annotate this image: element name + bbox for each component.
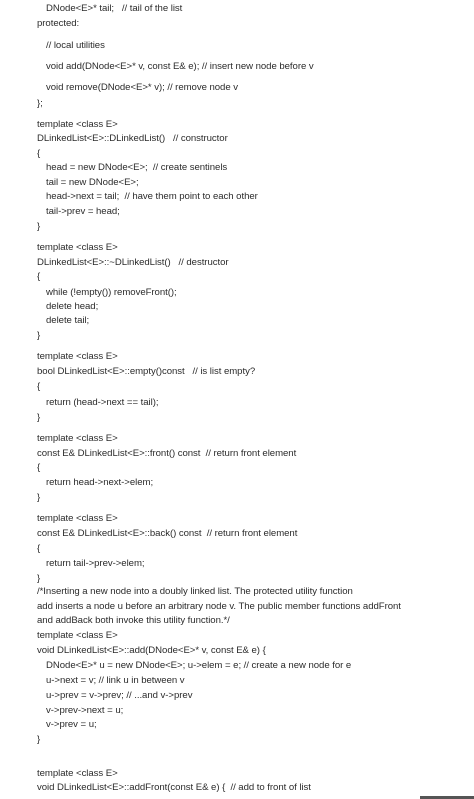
- code-line: bool DLinkedList<E>::empty()const // is list empty?: [37, 366, 256, 377]
- code-line: tail = new DNode<E>;: [46, 177, 139, 188]
- code-line: void add(DNode<E>* v, const E& e); // insert new node before v: [46, 61, 314, 72]
- code-line: v->prev = u;: [46, 719, 97, 730]
- code-line: DLinkedList<E>::DLinkedList() // constructor: [37, 133, 228, 144]
- code-line: {: [37, 381, 41, 392]
- code-line: }: [37, 221, 41, 232]
- code-line: {: [37, 148, 41, 159]
- code-line: return (head->next == tail);: [46, 397, 159, 408]
- code-line: and addBack both invoke this utility function.*/: [37, 615, 230, 626]
- code-line: }: [37, 734, 41, 745]
- code-line: u->next = v; // link u in between v: [46, 675, 185, 686]
- code-line: template <class E>: [37, 119, 118, 130]
- code-line: v->prev->next = u;: [46, 705, 124, 716]
- code-line: const E& DLinkedList<E>::front() const // return front element: [37, 448, 297, 459]
- code-line: add inserts a node u before an arbitrary node v. The public member functions addFront: [37, 601, 401, 612]
- code-line: u->prev = v->prev; // ...and v->prev: [46, 690, 193, 701]
- code-line: template <class E>: [37, 513, 118, 524]
- code-line: }: [37, 330, 41, 341]
- code-line: }: [37, 573, 41, 584]
- code-line: template <class E>: [37, 351, 118, 362]
- code-line: delete head;: [46, 301, 99, 312]
- code-line: head = new DNode<E>; // create sentinels: [46, 162, 228, 173]
- code-line: DNode<E>* tail; // tail of the list: [46, 3, 183, 14]
- code-line: DLinkedList<E>::~DLinkedList() // destructor: [37, 257, 229, 268]
- code-line: /*Inserting a new node into a doubly linked list. The protected utility function: [37, 586, 353, 597]
- code-line: void DLinkedList<E>::addFront(const E& e) { // add to front of list: [37, 782, 311, 793]
- code-line: template <class E>: [37, 768, 118, 779]
- code-line: void remove(DNode<E>* v); // remove node v: [46, 82, 238, 93]
- code-line: DNode<E>* u = new DNode<E>; u->elem = e; // create a new node for e: [46, 660, 352, 671]
- code-line: head->next = tail; // have them point to each other: [46, 191, 258, 202]
- code-line: template <class E>: [37, 242, 118, 253]
- code-line: // local utilities: [46, 40, 105, 51]
- code-line: }: [37, 412, 41, 423]
- code-line: };: [37, 98, 43, 109]
- code-line: delete tail;: [46, 315, 90, 326]
- code-line: protected:: [37, 18, 80, 29]
- code-line: {: [37, 271, 41, 282]
- code-line: return tail->prev->elem;: [46, 558, 145, 569]
- code-line: }: [37, 492, 41, 503]
- code-line: const E& DLinkedList<E>::back() const // return front element: [37, 528, 298, 539]
- code-line: return head->next->elem;: [46, 477, 154, 488]
- code-line: template <class E>: [37, 630, 118, 641]
- code-line: {: [37, 462, 41, 473]
- code-line: {: [37, 543, 41, 554]
- code-line: while (!empty()) removeFront();: [46, 287, 177, 298]
- code-line: tail->prev = head;: [46, 206, 120, 217]
- code-line: void DLinkedList<E>::add(DNode<E>* v, const E& e) {: [37, 645, 266, 656]
- code-line: template <class E>: [37, 433, 118, 444]
